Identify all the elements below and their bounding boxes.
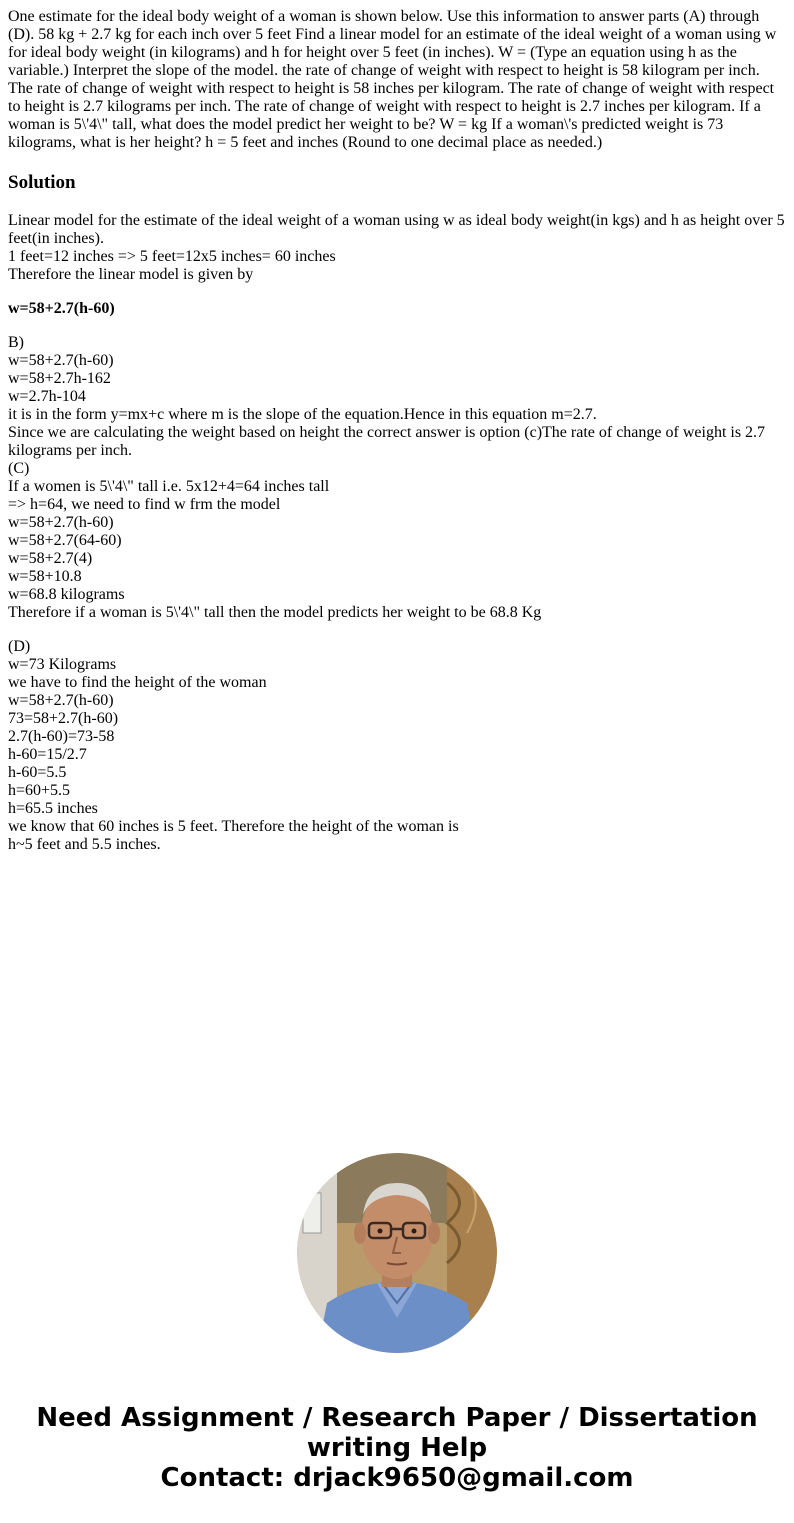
part-d-line: h=65.5 inches (8, 800, 98, 817)
footer-contact: Contact: drjack9650@gmail.com (160, 1463, 634, 1493)
part-d-line: h~5 feet and 5.5 inches. (8, 836, 161, 853)
part-d-line: 73=58+2.7(h-60) (8, 710, 119, 727)
part-b-line: B) (8, 334, 24, 351)
part-d-line: we have to find the height of the woman (8, 674, 267, 691)
part-b-line: w=2.7h-104 (8, 388, 86, 405)
part-c-line: w=58+2.7(4) (8, 550, 93, 567)
part-b-line: w=58+2.7h-162 (8, 370, 111, 387)
footer-line-2: writing Help (306, 1433, 488, 1463)
part-d-line: h-60=15/2.7 (8, 746, 87, 763)
document-body (8, 8, 788, 854)
intro-line: Therefore the linear model is given by (8, 266, 254, 283)
part-d-line: h-60=5.5 (8, 764, 67, 781)
part-d-section (8, 638, 788, 854)
part-c-line: w=58+2.7(64-60) (8, 532, 122, 549)
model-equation: w=58+2.7(h-60) (8, 300, 115, 317)
part-c-line: (C) (8, 460, 30, 477)
footer-line-1: Need Assignment / Research Paper / Dissertation (36, 1403, 758, 1433)
footer-banner (0, 1403, 794, 1493)
intro-line: Linear model for the estimate of the ideal weight of a woman using w as ideal body weight(in kgs) and h as height over 5 feet(in inches). (8, 212, 785, 247)
part-d-line: we know that 60 inches is 5 feet. Therefore the height of the woman is (8, 818, 459, 835)
part-b-section (8, 334, 788, 460)
author-photo-illustration (297, 1153, 497, 1353)
part-b-line: it is in the form y=mx+c where m is the slope of the equation.Hence in this equation m=2.7. (8, 406, 597, 423)
part-b-line: w=58+2.7(h-60) (8, 352, 114, 369)
question-text: One estimate for the ideal body weight of a woman is shown below. Use this information to answer parts (A) through (D). 58 kg + 2.7 kg for each inch over 5 feet Find a linear model for an estimate of the ideal weight of a woman using w for ideal body weight (in kilograms) and h for height over 5 feet (in inches). W = (Type an equation using h as the variable.) Interpret the slope of the model. the rate of change of weight with respect to height is 58 kilogram per inch. The rate of change of weight with respect to height is 58 inches per kilogram. The rate of change of weight with respect to height is 2.7 kilograms per inch. The rate of change of weight with respect to height is 2.7 inches per kilogram. If a woman is 5\'4\" tall, what does the model predict her weight to be? W = kg If a woman\'s predicted weight is 73 kilograms, what is her height? h = 5 feet and inches (Round to one decimal place as needed.) (8, 8, 777, 151)
part-c-line: => h=64, we need to find w frm the model (8, 496, 281, 513)
author-photo (297, 1153, 497, 1353)
part-d-line: (D) (8, 638, 31, 655)
part-c-line: w=68.8 kilograms (8, 586, 125, 603)
intro-section (8, 212, 788, 284)
part-d-line: 2.7(h-60)=73-58 (8, 728, 115, 745)
part-c-line: If a women is 5\'4\" tall i.e. 5x12+4=64 inches tall (8, 478, 330, 495)
part-c-line: w=58+10.8 (8, 568, 82, 585)
part-c-line: w=58+2.7(h-60) (8, 514, 114, 531)
part-d-line: w=73 Kilograms (8, 656, 117, 673)
part-c-section (8, 460, 788, 622)
intro-line: 1 feet=12 inches => 5 feet=12x5 inches= 60 inches (8, 248, 336, 265)
part-d-line: h=60+5.5 (8, 782, 71, 799)
part-c-line: Therefore if a woman is 5\'4\" tall then the model predicts her weight to be 68.8 Kg (8, 604, 542, 621)
solution-heading: Solution (8, 172, 76, 193)
part-d-line: w=58+2.7(h-60) (8, 692, 114, 709)
part-b-line: Since we are calculating the weight based on height the correct answer is option (c)The rate of change of weight is 2.7 kilograms per inch. (8, 424, 766, 459)
